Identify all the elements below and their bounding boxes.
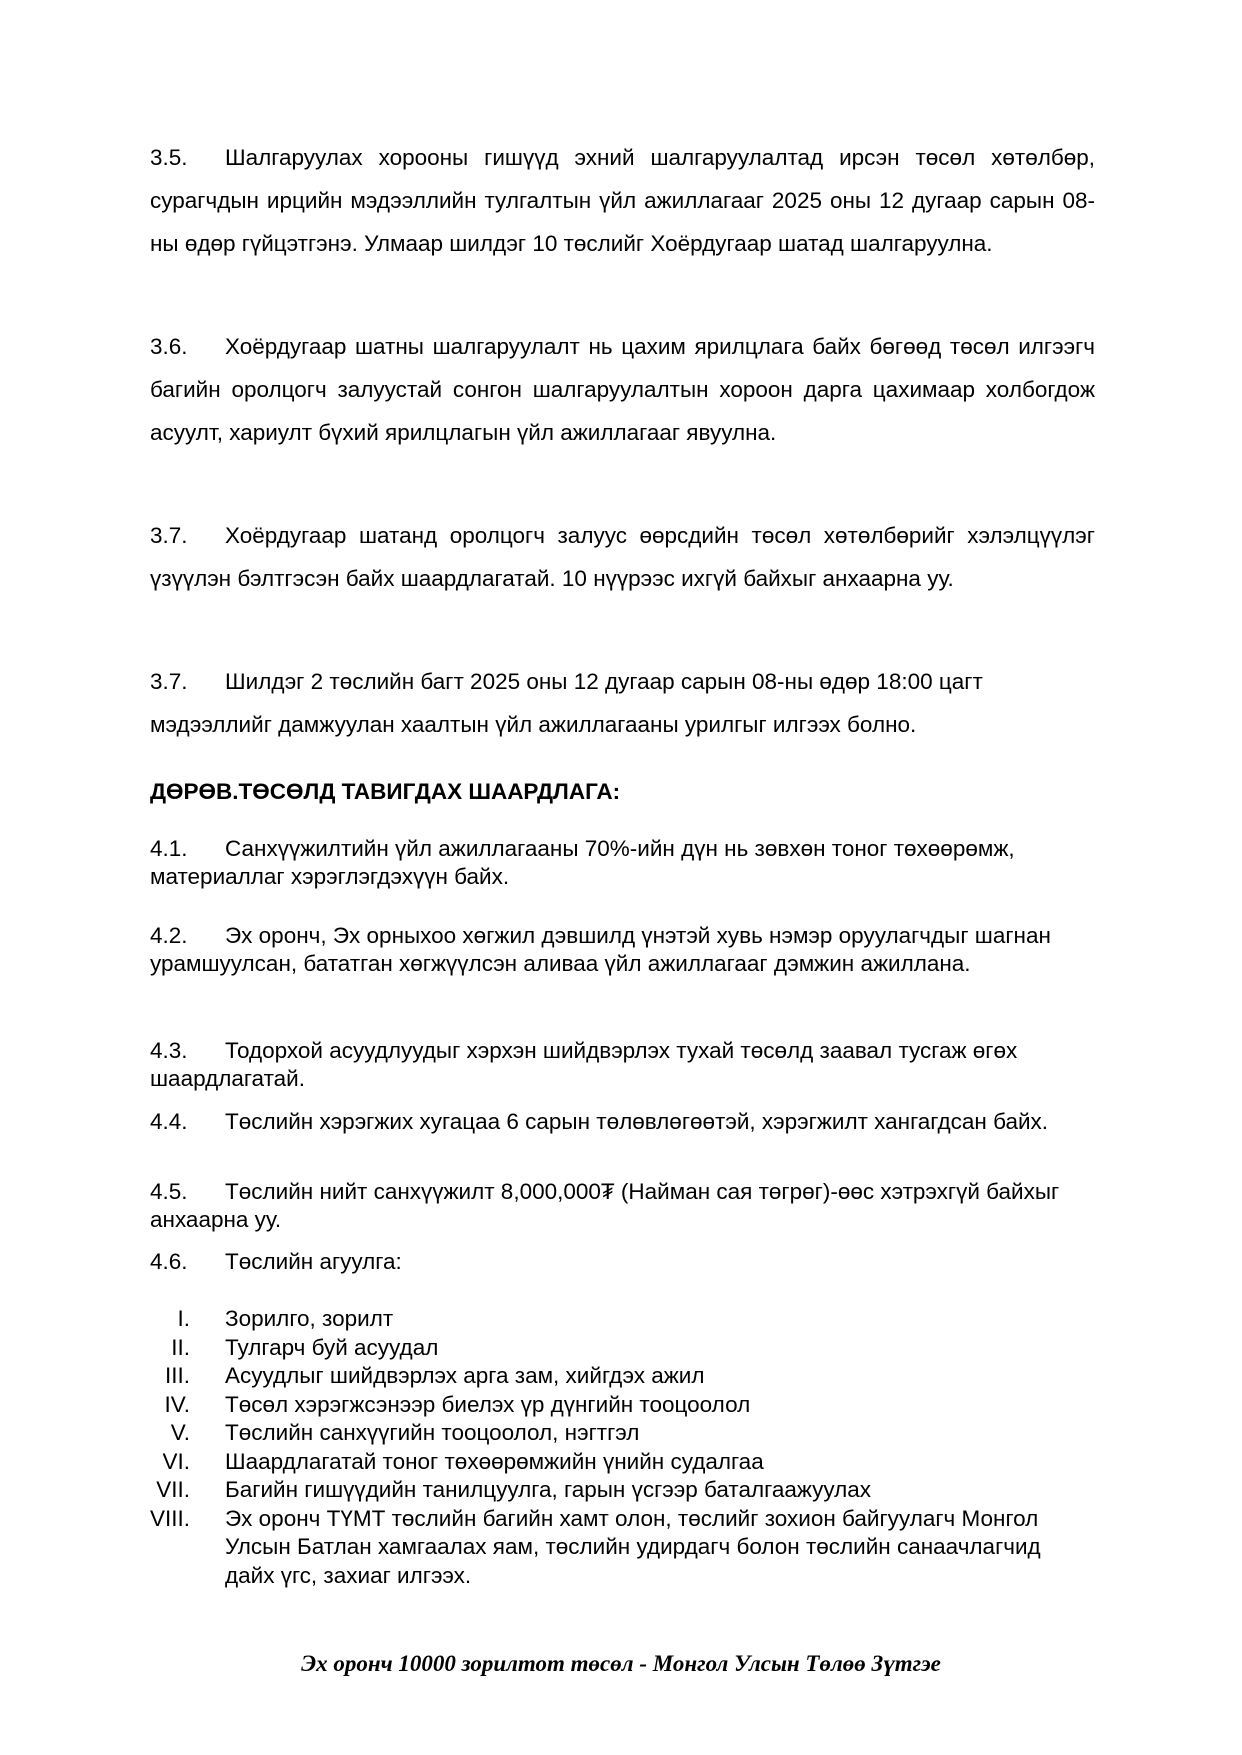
item-text: Эх оронч, Эх орныхоо хөгжил дэвшилд үнэтэй хувь нэмэр оруулагчдыг шагнан урамшуулсан, бататган хөгжүүлсэн аливаа үйл ажиллагааг дэмжин ажиллана. bbox=[150, 923, 1051, 976]
roman-numeral: VI. bbox=[162, 1448, 190, 1474]
list-item-text: Шаардлагатай тоног төхөөрөмжийн үнийн судалгаа bbox=[225, 1448, 764, 1474]
list-item-text: Төслийн санхүүгийн тооцоолол, нэгтгэл bbox=[225, 1420, 640, 1445]
item-number: 3.5. bbox=[150, 145, 188, 170]
roman-numeral: VII. bbox=[156, 1477, 190, 1502]
item-number: 4.4. bbox=[150, 1109, 188, 1134]
item-number: 3.6. bbox=[150, 334, 188, 359]
item-text: Тодорхой асуудлуудыг хэрхэн шийдвэрлэх тухай төсөлд заавал тусгаж өгөх шаардлагатай. bbox=[150, 1038, 1018, 1091]
item-number: 3.7. bbox=[150, 669, 188, 694]
section-heading: ДӨРӨВ.ТӨСӨЛД ТАВИГДАХ ШААРДЛАГА: bbox=[150, 779, 621, 804]
list-item bbox=[150, 1305, 1095, 1334]
paragraph-3-5 bbox=[150, 136, 1095, 265]
item-text: Шалгаруулах хорооны гишүүд эхний шалгаруулалтад ирсэн төсөл хөтөлбөр, сурагчдын ирцийн мэдээллийн тулгалтын үйл ажиллагааг 2025 оны 12 дугаар сарын 08-ны өдөр гүйцэтгэнэ. Улмаар шилдэг 10 төслийг Хоёрдугаар шатад шалгаруулна. bbox=[150, 145, 1095, 256]
roman-numeral: III. bbox=[164, 1363, 190, 1388]
page-footer: Эх оронч 10000 зорилтот төсөл - Монгол Улсын Төлөө Зүтгэе bbox=[301, 1651, 941, 1676]
item-number: 3.7. bbox=[150, 523, 188, 548]
item-text: Хоёрдугаар шатанд оролцогч залуус өөрсдийн төсөл хөтөлбөрийг хэлэлцүүлэг үзүүлэн бэлтгэсэн байх шаардлагатай. 10 нүүрээс ихгүй байхыг анхаарна уу. bbox=[150, 523, 1095, 591]
paragraph-4-6 bbox=[150, 1248, 1095, 1276]
paragraph-3-7b bbox=[150, 660, 1095, 746]
list-item-text: Асуудлыг шийдвэрлэх арга зам, хийгдэх ажил bbox=[225, 1363, 705, 1388]
list-item bbox=[150, 1391, 1095, 1420]
item-number: 4.2. bbox=[150, 923, 188, 948]
paragraph-4-4 bbox=[150, 1108, 1095, 1136]
roman-numeral: V. bbox=[170, 1420, 190, 1445]
list-item-text: Эх оронч ТҮМТ төслийн багийн хамт олон, төслийг зохион байгуулагч Монгол Улсын Батлан хамгаалах яам, төслийн удирдагч болон төслийн санаачлагчид дайх үгс, захиаг илгээх. bbox=[225, 1505, 1041, 1588]
paragraph-4-3 bbox=[150, 1037, 1095, 1093]
item-number: 4.6. bbox=[150, 1249, 188, 1274]
item-text: Төслийн агуулга: bbox=[225, 1249, 402, 1274]
roman-numeral: VIII. bbox=[150, 1505, 191, 1531]
item-number: 4.1. bbox=[150, 836, 188, 861]
roman-numeral: II. bbox=[171, 1334, 190, 1360]
paragraph-4-2 bbox=[150, 922, 1095, 978]
paragraph-3-6 bbox=[150, 325, 1095, 454]
item-text: Төслийн нийт санхүүжилт 8,000,000₮ (Найман сая төгрөг)-өөс хэтрэхгүй байхыг анхаарна уу. bbox=[150, 1179, 1060, 1232]
item-number: 4.3. bbox=[150, 1038, 188, 1063]
item-text: Хоёрдугаар шатны шалгаруулалт нь цахим ярилцлага байх бөгөөд төсөл илгээгч багийн оролцогч залуустай сонгон шалгаруулалтын хороон дарга цахимаар холбогдож асуулт, хариулт бүхий ярилцлагын үйл ажиллагааг явуулна. bbox=[150, 334, 1095, 445]
list-item bbox=[150, 1362, 1095, 1391]
paragraph-4-1 bbox=[150, 835, 1095, 891]
list-item bbox=[150, 1448, 1095, 1477]
item-text: Шилдэг 2 төслийн багт 2025 оны 12 дугаар сарын 08-ны өдөр 18:00 цагт мэдээллийг дамжуулан хаалтын үйл ажиллагааны урилгыг илгээх болно. bbox=[150, 669, 983, 737]
list-item-text: Төсөл хэрэгжсэнээр биелэх үр дүнгийн тооцоолол bbox=[225, 1391, 751, 1417]
contents-list bbox=[150, 1305, 1095, 1590]
list-item bbox=[150, 1419, 1095, 1448]
list-item-text: Багийн гишүүдийн танилцуулга, гарын үсгээр баталгаажуулах bbox=[225, 1477, 872, 1502]
list-item-text: Зорилго, зорилт bbox=[225, 1306, 394, 1331]
roman-numeral: I. bbox=[177, 1306, 190, 1331]
list-item bbox=[150, 1334, 1095, 1363]
item-text: Санхүүжилтийн үйл ажиллагааны 70%-ийн дүн нь зөвхөн тоног төхөөрөмж, материаллаг хэрэглэгдэхүүн байх. bbox=[150, 836, 1015, 889]
list-item bbox=[150, 1476, 1095, 1505]
item-text: Төслийн хэрэгжих хугацаа 6 сарын төлөвлөгөөтэй, хэрэгжилт хангагдсан байх. bbox=[225, 1109, 1049, 1134]
paragraph-3-7 bbox=[150, 514, 1095, 600]
paragraph-4-5 bbox=[150, 1178, 1095, 1234]
roman-numeral: IV. bbox=[164, 1391, 190, 1417]
list-item-text: Тулгарч буй асуудал bbox=[225, 1334, 439, 1360]
item-number: 4.5. bbox=[150, 1179, 188, 1204]
list-item bbox=[150, 1505, 1095, 1591]
